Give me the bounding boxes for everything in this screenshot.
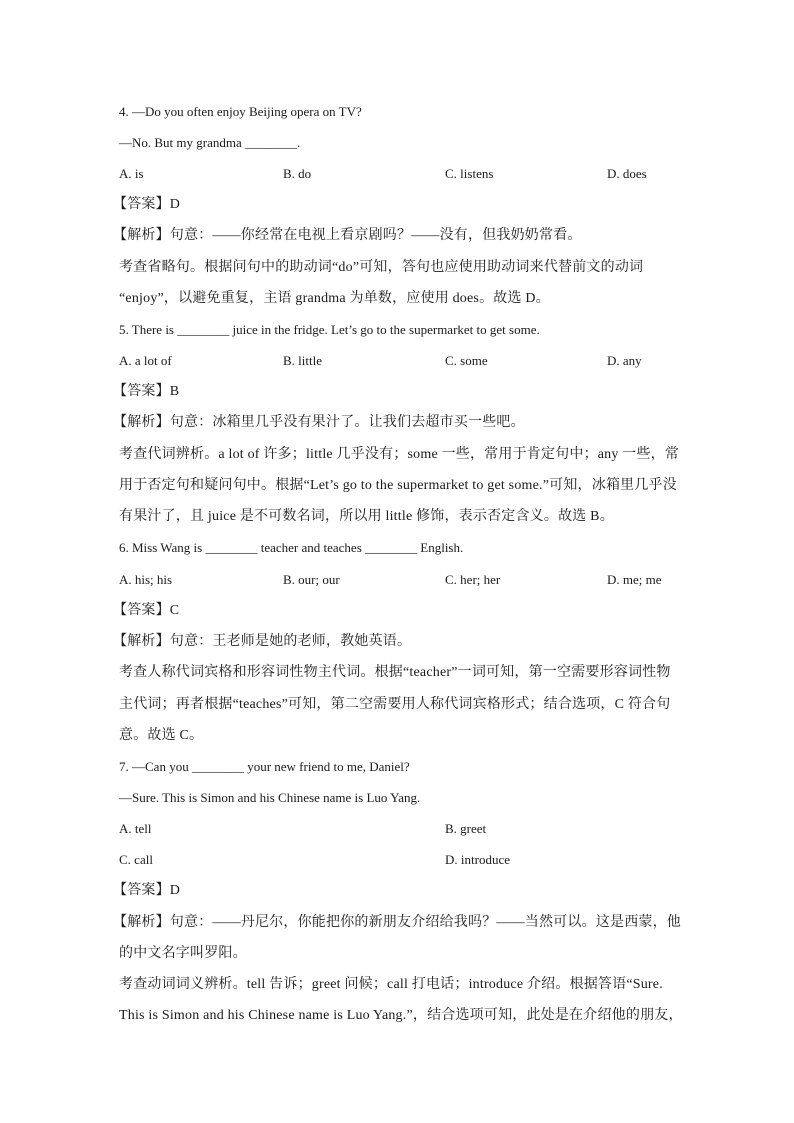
q4-analysis-line: 【解析】句意：——你经常在电视上看京剧吗？——没有，但我奶奶常看。 (113, 228, 582, 243)
q6-analysis-line: 意。故选 C。 (119, 728, 204, 743)
q6-analysis-line: 主代词；再者根据“teaches”可知，第二空需要用人称代词宾格形式；结合选项，C 符合句 (119, 697, 671, 712)
q5-analysis-line: 【解析】句意：冰箱里几乎没有果汁了。让我们去超市买一些吧。 (113, 415, 525, 430)
q7-analysis-line: This is Simon and his Chinese name is Luo Yang.”，结合选项可知，此处是在介绍他的朋友， (119, 1008, 683, 1023)
q4-analysis-line: “enjoy”，以避免重复，主语 grandma 为单数，应使用 does。故选 D。 (119, 291, 550, 306)
q6-option-b: B. our; our (283, 572, 340, 587)
q5-answer: 【答案】B (113, 384, 180, 399)
q7-dialog: —Sure. This is Simon and his Chinese name is Luo Yang. (119, 790, 421, 805)
q4-dialog: —No. But my grandma ________. (119, 135, 301, 150)
q4-option-a: A. is (119, 166, 144, 181)
q6-option-c: C. her; her (445, 572, 501, 587)
q5-option-a: A. a lot of (119, 353, 172, 368)
q7-analysis-line: 的中文名字叫罗阳。 (119, 946, 247, 961)
q6-option-a: A. his; his (119, 572, 173, 587)
q4-option-b: B. do (283, 166, 312, 181)
q4-option-d: D. does (607, 166, 647, 181)
q5-option-c: C. some (445, 353, 488, 368)
q7-analysis-line: 【解析】句意：——丹尼尔，你能把你的新朋友介绍给我吗？——当然可以。这是西蒙，他 (113, 915, 681, 930)
q4-option-c: C. listens (445, 166, 494, 181)
q7-option-a: A. tell (119, 821, 152, 836)
q6-answer: 【答案】C (113, 603, 180, 618)
q5-analysis-line: 有果汁了，且 juice 是不可数名词，所以用 little 修饰，表示否定含义。故选 B。 (119, 509, 614, 524)
q7-option-c: C. call (119, 852, 153, 867)
q7-option-d: D. introduce (445, 852, 510, 867)
q5-analysis-line: 考查代词辨析。a lot of 许多；little 几乎没有；some 一些，常用于肯定句中；any 一些，常 (119, 447, 680, 462)
q5-option-b: B. little (283, 353, 322, 368)
q6-option-d: D. me; me (607, 572, 662, 587)
q6-analysis-line: 【解析】句意：王老师是她的老师，教她英语。 (113, 634, 412, 649)
q5-analysis-line: 用于否定句和疑问句中。根据“Let’s go to the supermarket to get some.”可知，冰箱里几乎没 (119, 478, 677, 493)
q5-option-d: D. any (607, 353, 642, 368)
q7-analysis-line: 考查动词词义辨析。tell 告诉；greet 问候；call 打电话；introduce 介绍。根据答语“Sure. (119, 977, 663, 992)
q7-stem: 7. —Can you ________ your new friend to me, Daniel? (119, 759, 410, 774)
q5-stem: 5. There is ________ juice in the fridge. Let’s go to the supermarket to get some. (119, 322, 540, 337)
q7-answer: 【答案】D (113, 883, 181, 898)
q6-analysis-line: 考查人称代词宾格和形容词性物主代词。根据“teacher”一词可知，第一空需要形容词性物 (119, 665, 671, 680)
q7-option-b: B. greet (445, 821, 487, 836)
q6-stem: 6. Miss Wang is ________ teacher and teaches ________ English. (119, 540, 464, 555)
q4-answer: 【答案】D (113, 197, 181, 212)
q4-stem: 4. —Do you often enjoy Beijing opera on TV? (119, 104, 362, 119)
q4-analysis-line: 考查省略句。根据问句中的助动词“do”可知，答句也应使用助动词来代替前文的动词 (119, 260, 644, 275)
